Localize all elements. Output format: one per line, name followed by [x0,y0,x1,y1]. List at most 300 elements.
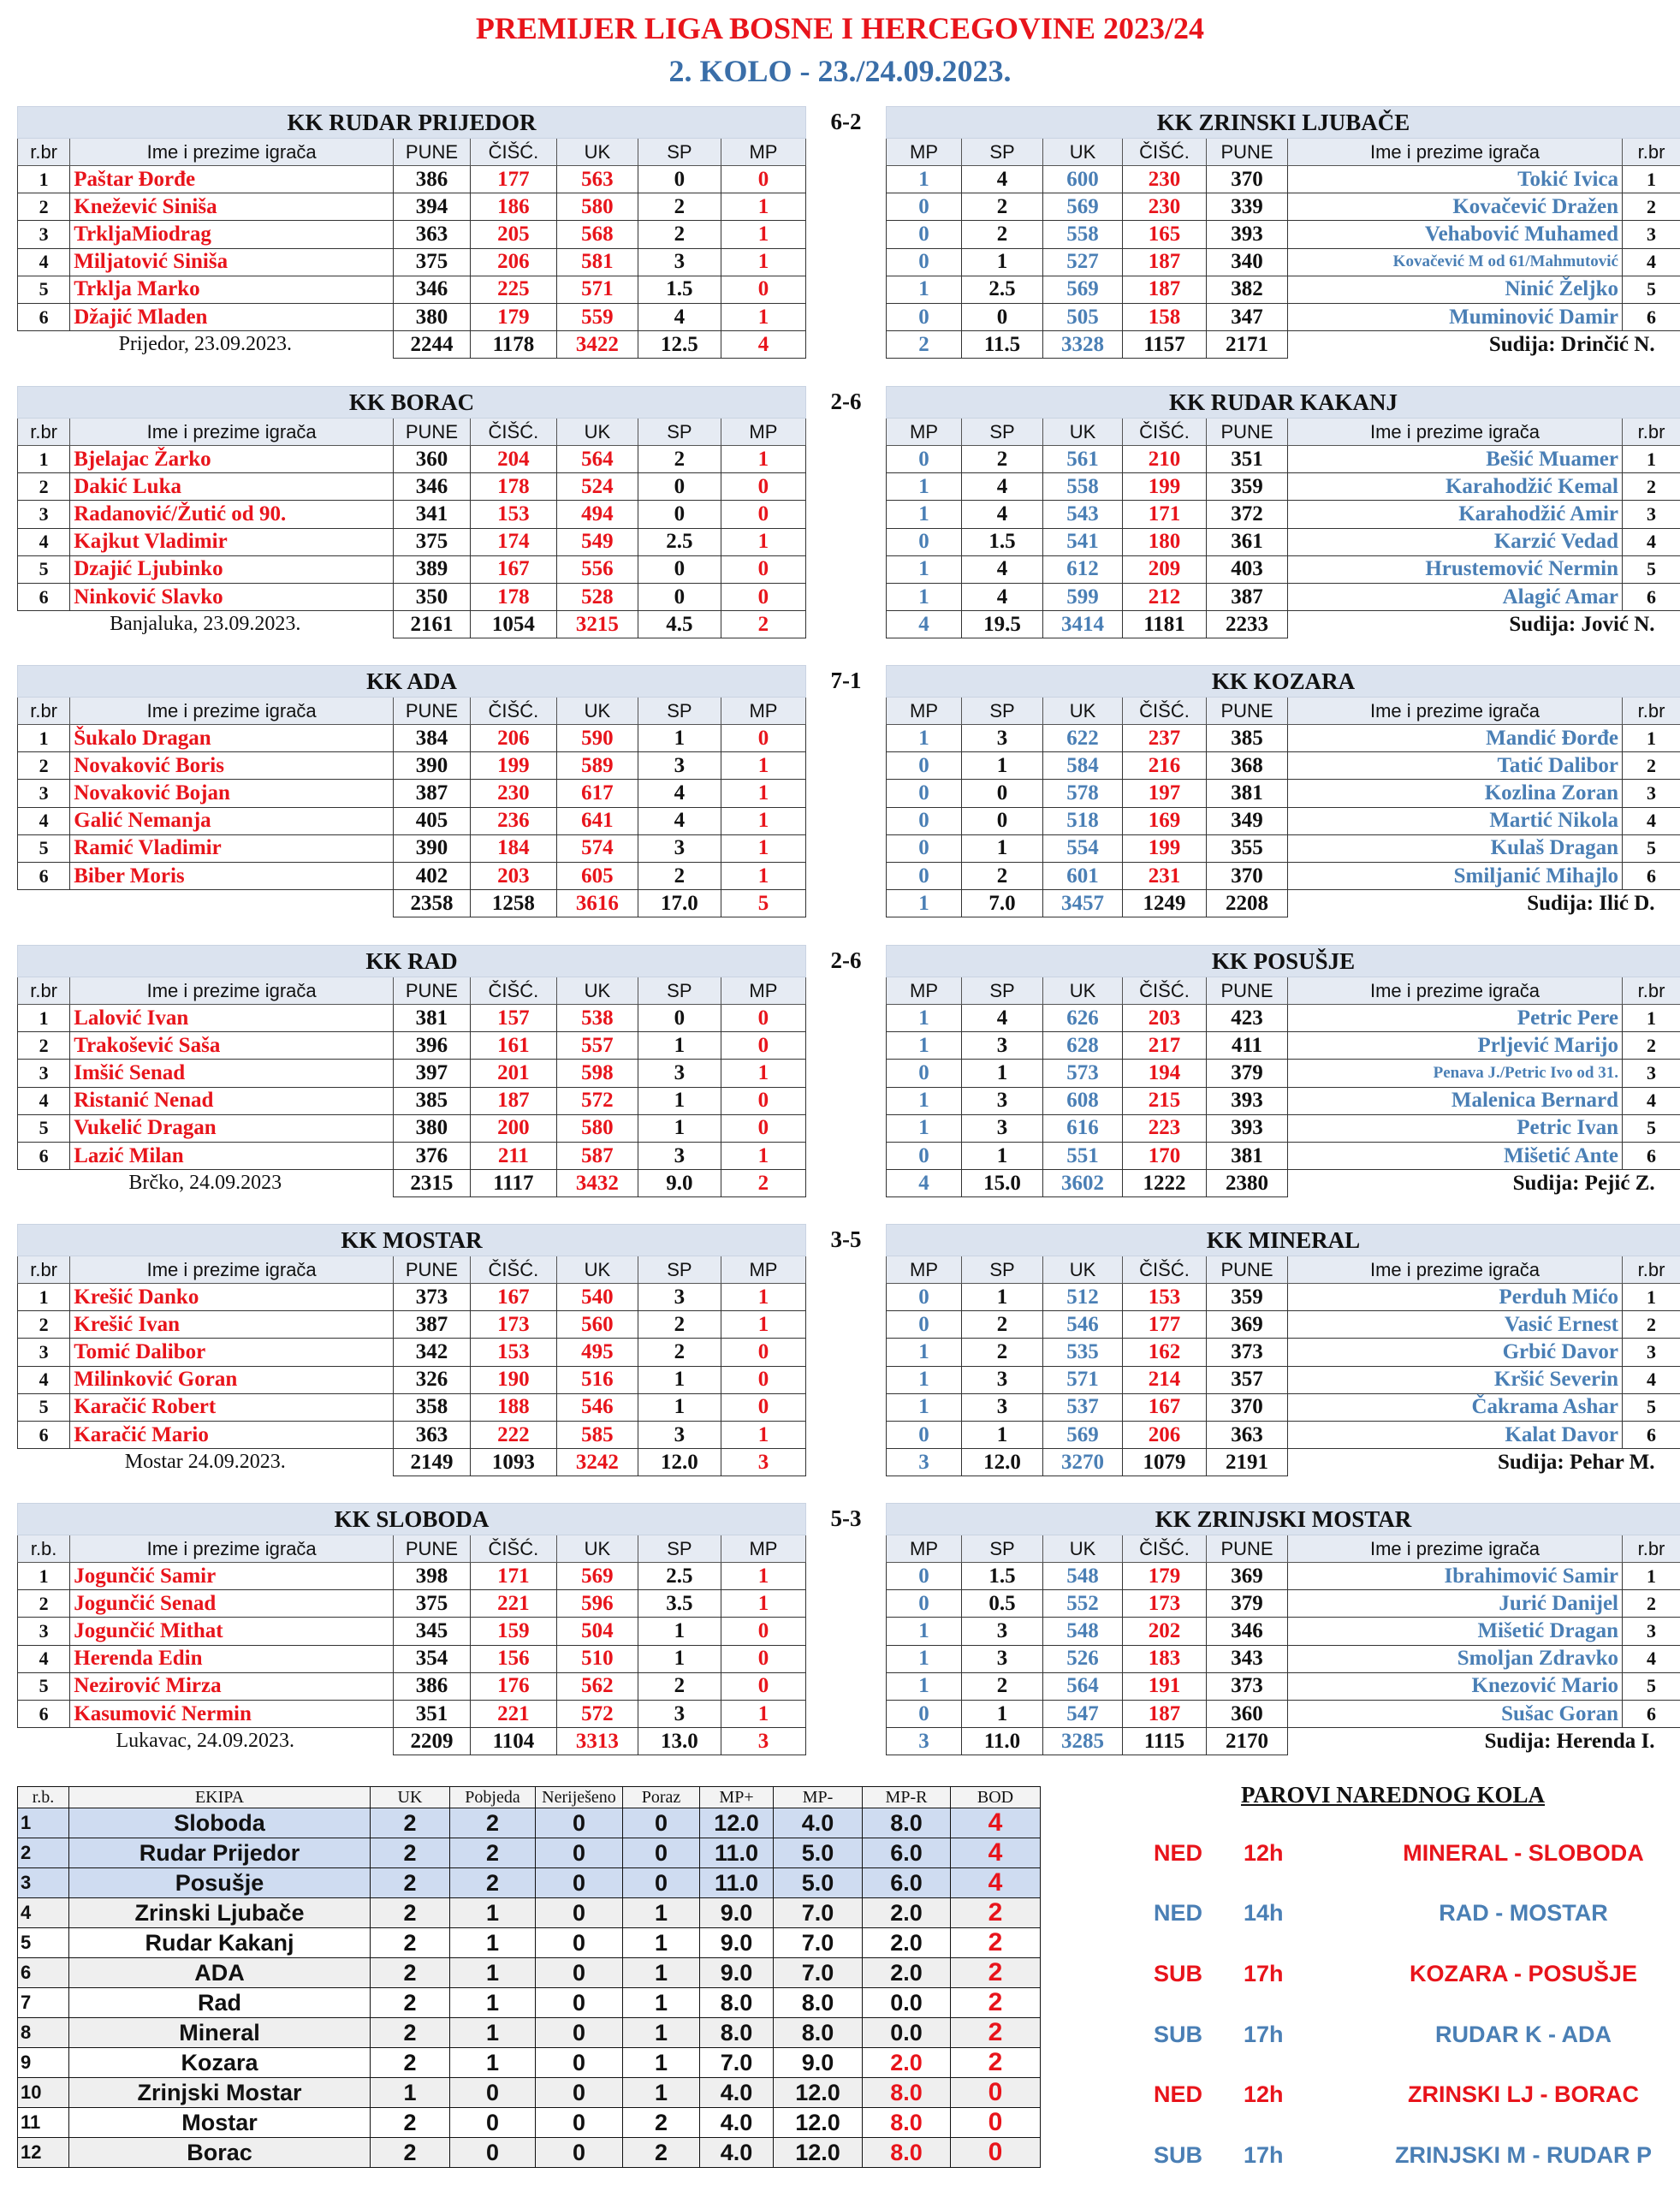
rank: 8 [18,2018,69,2048]
player-name: TrkljaMiodrag [70,221,394,248]
games-played: 2 [371,1868,450,1898]
total-uk: 3414 [1043,611,1123,638]
column-header-rb: r.br [18,1256,70,1284]
player-number: 4 [18,528,70,555]
player-pune: 385 [394,1087,471,1114]
losses: 2 [623,2138,700,2168]
player-number: 4 [1623,1366,1680,1393]
total-sp: 12.0 [638,1449,721,1476]
player-mp: 1 [721,1563,805,1590]
player-row [18,501,806,528]
game-pairing: MINERAL - SLOBODA [1403,1840,1644,1866]
player-cisc: 206 [470,248,556,276]
column-header-name: Ime i prezime igrača [1288,419,1623,446]
home-totals-row [18,331,806,359]
player-sp: 2 [962,862,1043,889]
player-pune: 398 [394,1563,471,1590]
player-name: Muminović Damir [1288,303,1623,330]
player-name: Jogunčić Mithat [70,1618,394,1645]
player-number: 4 [18,807,70,834]
home-totals-row [18,1170,806,1197]
player-pune: 402 [394,862,471,889]
player-row [887,473,1680,501]
column-header-rb: r.br [18,698,70,725]
player-number: 3 [18,221,70,248]
player-number: 3 [18,780,70,807]
player-row [18,1114,806,1142]
mp-plus: 9.0 [700,1898,774,1928]
player-number: 2 [1623,193,1680,221]
player-sp: 2 [962,1672,1043,1700]
player-number: 4 [18,248,70,276]
referee: Sudija: Jović N. [1509,612,1655,636]
home-team-table [17,386,806,638]
player-row [887,528,1680,555]
player-row [18,276,806,303]
column-header-cisc: ČIŠĆ. [1123,1535,1207,1563]
mp-diff: 8.0 [863,2078,951,2108]
next-round-game [1087,2081,1660,2116]
player-name: Vukelić Dragan [70,1114,394,1142]
player-pune: 405 [394,807,471,834]
team-name: Sloboda [69,1808,371,1838]
player-row [18,1005,806,1032]
player-sp: 0 [638,555,721,583]
player-number: 5 [18,834,70,862]
total-sp: 4.5 [638,611,721,638]
away-team-name: KK RUDAR KAKANJ [887,387,1680,419]
mp-plus: 8.0 [700,1988,774,2018]
mp-diff: 6.0 [863,1868,951,1898]
standings-row [18,1838,1041,1868]
player-uk: 558 [1043,221,1123,248]
player-number: 2 [1623,473,1680,501]
team-name: Kozara [69,2048,371,2078]
player-number: 1 [1623,446,1680,473]
player-cisc: 161 [470,1032,556,1060]
player-uk: 546 [1043,1311,1123,1339]
player-name: Kulaš Dragan [1288,834,1623,862]
player-mp: 0 [887,752,962,780]
player-sp: 1 [638,1618,721,1645]
match-block [17,1224,1665,1491]
player-row [18,834,806,862]
player-uk: 572 [556,1087,638,1114]
player-cisc: 153 [470,1339,556,1366]
total-cisc: 1104 [470,1728,556,1755]
player-number: 2 [18,1590,70,1618]
draws: 0 [536,2078,623,2108]
player-cisc: 205 [470,221,556,248]
mp-plus: 8.0 [700,2018,774,2048]
player-pune: 375 [394,248,471,276]
mp-diff: 6.0 [863,1838,951,1868]
player-row [887,1005,1680,1032]
games-played: 1 [371,2078,450,2108]
player-mp: 0 [721,276,805,303]
total-uk: 3432 [556,1170,638,1197]
player-mp: 1 [887,1366,962,1393]
player-pune: 390 [394,752,471,780]
player-name: Karahodžić Kemal [1288,473,1623,501]
wins: 1 [450,1898,536,1928]
player-name: Tomić Dalibor [70,1339,394,1366]
team-name: Mineral [69,2018,371,2048]
game-day: NED [1154,1840,1203,1866]
player-uk: 541 [1043,528,1123,555]
player-sp: 3 [638,1142,721,1169]
column-header-cisc: ČIŠĆ. [470,139,556,166]
team-name: Mostar [69,2108,371,2138]
player-sp: 3 [638,1284,721,1311]
player-sp: 2 [638,1311,721,1339]
player-sp: 1.5 [638,276,721,303]
total-cisc: 1178 [470,331,556,359]
player-uk: 585 [556,1421,638,1448]
player-uk: 569 [1043,193,1123,221]
mp-minus: 7.0 [774,1928,863,1958]
player-mp: 0 [887,248,962,276]
player-pune: 351 [394,1700,471,1727]
rank: 2 [18,1838,69,1868]
player-sp: 4 [962,1005,1043,1032]
column-header-uk: UK [556,419,638,446]
games-played: 2 [371,1898,450,1928]
player-sp: 0 [638,166,721,193]
draws: 0 [536,1838,623,1868]
column-header-name: Ime i prezime igrača [1288,977,1623,1005]
player-sp: 1 [962,1700,1043,1727]
player-uk: 510 [556,1645,638,1672]
points: 2 [951,1958,1041,1988]
player-cisc: 167 [470,1284,556,1311]
player-row [887,807,1680,834]
mp-minus: 12.0 [774,2108,863,2138]
match-place-date: Mostar 24.09.2023. [124,1451,286,1474]
column-header-rb: r.br [1623,1256,1680,1284]
column-header-mp: MP [721,977,805,1005]
column-header-pune: PUNE [394,419,471,446]
player-number: 3 [1623,1339,1680,1366]
points: 4 [951,1868,1041,1898]
total-mp: 2 [887,331,962,359]
match-block [17,1503,1665,1770]
player-row [18,528,806,555]
player-row [887,1060,1680,1087]
player-mp: 0 [721,1087,805,1114]
player-number: 5 [1623,834,1680,862]
match-place-date: Lukavac, 24.09.2023. [116,1730,295,1753]
match-score: 2-6 [830,947,862,973]
game-time: 12h [1244,1840,1284,1866]
player-cisc: 200 [470,1114,556,1142]
player-pune: 370 [1207,1393,1288,1421]
player-mp: 0 [721,1618,805,1645]
player-name: Kozlina Zoran [1288,780,1623,807]
next-round-game [1087,1900,1660,1934]
player-name: Vehabović Muhamed [1288,221,1623,248]
player-number: 1 [18,446,70,473]
player-mp: 0 [721,583,805,610]
total-sp: 11.5 [962,331,1043,359]
home-totals-row [18,611,806,638]
player-mp: 0 [721,1339,805,1366]
rank: 10 [18,2078,69,2108]
player-number: 6 [18,1421,70,1448]
player-uk: 605 [556,862,638,889]
mp-plus: 7.0 [700,2048,774,2078]
player-uk: 535 [1043,1339,1123,1366]
player-cisc: 187 [470,1087,556,1114]
column-header-sp: SP [962,977,1043,1005]
column-header-uk: UK [556,698,638,725]
player-number: 5 [1623,1114,1680,1142]
mp-diff: 8.0 [863,2108,951,2138]
player-number: 3 [1623,221,1680,248]
mp-minus: 5.0 [774,1838,863,1868]
game-time: 14h [1244,1900,1284,1926]
player-cisc: 171 [1123,501,1207,528]
home-totals-row [18,1449,806,1476]
player-name: Ibrahimović Samir [1288,1563,1623,1590]
player-name: Grbić Davor [1288,1339,1623,1366]
player-number: 1 [1623,1284,1680,1311]
player-number: 1 [18,1005,70,1032]
points: 4 [951,1838,1041,1868]
player-row [887,193,1680,221]
player-row [18,221,806,248]
away-team-table [886,1224,1680,1476]
player-name: Galić Nemanja [70,807,394,834]
player-pune: 350 [394,583,471,610]
game-day: NED [1154,2081,1203,2107]
rank: 6 [18,1958,69,1988]
player-row [18,166,806,193]
player-number: 2 [18,1032,70,1060]
mp-plus: 12.0 [700,1808,774,1838]
player-uk: 504 [556,1618,638,1645]
player-sp: 3 [638,752,721,780]
rank: 7 [18,1988,69,2018]
standings-header-cell: Neriješeno [536,1787,623,1808]
player-name: Prljević Marijo [1288,1032,1623,1060]
player-pune: 396 [394,1032,471,1060]
player-mp: 1 [721,528,805,555]
player-pune: 403 [1207,555,1288,583]
player-sp: 4 [962,166,1043,193]
player-pune: 386 [394,1672,471,1700]
total-mp: 4 [721,331,805,359]
mp-minus: 9.0 [774,2048,863,2078]
player-number: 3 [18,1618,70,1645]
column-header-name: Ime i prezime igrača [70,698,394,725]
player-cisc: 202 [1123,1618,1207,1645]
player-mp: 1 [887,1339,962,1366]
player-pune: 354 [394,1645,471,1672]
player-cisc: 201 [470,1060,556,1087]
player-row [18,473,806,501]
player-sp: 4 [638,303,721,330]
standings-row [18,1808,1041,1838]
game-time: 17h [1244,2142,1284,2168]
losses: 1 [623,1928,700,1958]
column-header-pune: PUNE [394,698,471,725]
player-number: 6 [1623,303,1680,330]
player-name: Novaković Bojan [70,780,394,807]
player-row [18,583,806,610]
player-sp: 0 [962,807,1043,834]
points: 2 [951,2018,1041,2048]
player-mp: 0 [887,303,962,330]
home-team-name: KK SLOBODA [18,1504,806,1535]
player-number: 6 [1623,1421,1680,1448]
rank: 3 [18,1868,69,1898]
player-sp: 3 [962,1366,1043,1393]
player-number: 4 [18,1645,70,1672]
column-header-pune: PUNE [1207,139,1288,166]
referee: Sudija: Herenda I. [1484,1729,1655,1753]
player-cisc: 230 [1123,166,1207,193]
player-row [887,1645,1680,1672]
draws: 0 [536,1808,623,1838]
next-round-game [1087,2022,1660,2056]
player-row [887,248,1680,276]
column-header-sp: SP [638,419,721,446]
wins: 1 [450,1988,536,2018]
player-row [887,780,1680,807]
losses: 1 [623,2018,700,2048]
player-row [887,752,1680,780]
player-mp: 1 [887,1645,962,1672]
total-pune: 2315 [394,1170,471,1197]
match-block [17,386,1665,653]
player-mp: 1 [887,1114,962,1142]
player-cisc: 187 [1123,1700,1207,1727]
player-uk: 578 [1043,780,1123,807]
player-cisc: 206 [470,725,556,752]
player-uk: 495 [556,1339,638,1366]
total-uk: 3457 [1043,890,1123,917]
column-header-mp: MP [721,419,805,446]
column-header-pune: PUNE [394,139,471,166]
player-uk: 587 [556,1142,638,1169]
player-name: Martić Nikola [1288,807,1623,834]
column-header-name: Ime i prezime igrača [1288,698,1623,725]
player-cisc: 204 [470,446,556,473]
player-number: 1 [18,166,70,193]
player-uk: 569 [556,1563,638,1590]
home-team-table [17,1224,806,1476]
player-name: Alagić Amar [1288,583,1623,610]
player-uk: 551 [1043,1142,1123,1169]
home-team-table [17,945,806,1197]
total-cisc: 1054 [470,611,556,638]
player-number: 6 [18,1142,70,1169]
player-mp: 0 [887,221,962,248]
player-row [18,1618,806,1645]
player-row [18,555,806,583]
column-header-pune: PUNE [394,1256,471,1284]
total-pune: 2380 [1207,1170,1288,1197]
player-uk: 616 [1043,1114,1123,1142]
player-mp: 0 [887,1284,962,1311]
column-header-sp: SP [638,1535,721,1563]
player-sp: 2 [638,221,721,248]
player-sp: 4 [962,501,1043,528]
player-sp: 1 [638,1114,721,1142]
draws: 0 [536,2048,623,2078]
total-mp: 4 [887,611,962,638]
away-team-name: KK ZRINSKI LJUBAČE [887,107,1680,139]
player-row [887,221,1680,248]
player-cisc: 187 [1123,248,1207,276]
game-pairing: RUDAR K - ADA [1435,2022,1612,2047]
standings-row [18,1958,1041,1988]
player-name: Bešić Muamer [1288,446,1623,473]
player-name: Biber Moris [70,862,394,889]
player-mp: 0 [721,473,805,501]
player-cisc: 176 [470,1672,556,1700]
standings-row [18,2048,1041,2078]
games-played: 2 [371,1958,450,1988]
player-name: Krešić Ivan [70,1311,394,1339]
referee: Sudija: Ilić D. [1527,891,1655,915]
player-number: 2 [1623,1311,1680,1339]
column-header-uk: UK [556,977,638,1005]
player-number: 4 [1623,528,1680,555]
player-pune: 346 [394,473,471,501]
player-number: 5 [1623,555,1680,583]
player-uk: 600 [1043,166,1123,193]
player-mp: 0 [887,780,962,807]
referee: Sudija: Pejić Z. [1512,1171,1655,1195]
player-mp: 0 [887,834,962,862]
next-round-title: PAROVI NAREDNOG KOLA [1241,1782,1546,1808]
mp-diff: 2.0 [863,1928,951,1958]
team-name: Rudar Kakanj [69,1928,371,1958]
player-row [18,1366,806,1393]
column-header-uk: UK [1043,1535,1123,1563]
away-totals-row [887,1449,1680,1476]
player-mp: 0 [721,725,805,752]
player-row [887,276,1680,303]
player-cisc: 191 [1123,1672,1207,1700]
player-mp: 1 [887,1087,962,1114]
total-mp: 5 [721,890,805,917]
player-pune: 342 [394,1339,471,1366]
player-number: 5 [18,1114,70,1142]
rank: 11 [18,2108,69,2138]
player-number: 1 [18,725,70,752]
player-row [887,303,1680,330]
player-uk: 537 [1043,1393,1123,1421]
page-subtitle: 2. KOLO - 23./24.09.2023. [668,54,1012,88]
away-team-name: KK KOZARA [887,666,1680,698]
standings-header-cell: Pobjeda [450,1787,536,1808]
player-uk: 568 [556,221,638,248]
player-row [887,1563,1680,1590]
player-pune: 349 [1207,807,1288,834]
team-name: Rudar Prijedor [69,1838,371,1868]
player-uk: 528 [556,583,638,610]
player-pune: 385 [1207,725,1288,752]
player-mp: 0 [721,1645,805,1672]
player-pune: 373 [1207,1672,1288,1700]
referee: Sudija: Pehar M. [1497,1450,1655,1474]
player-row [18,1590,806,1618]
player-cisc: 190 [470,1366,556,1393]
player-name: Mišetić Ante [1288,1142,1623,1169]
